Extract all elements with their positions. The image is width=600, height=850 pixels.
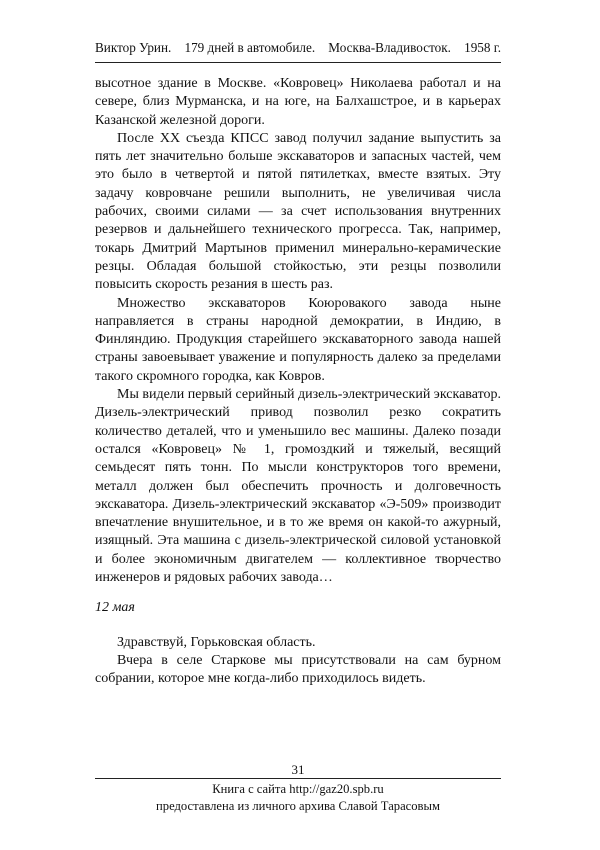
diary-date: 12 мая — [95, 600, 135, 616]
page-body — [95, 75, 501, 689]
paragraph: Множество экскаваторов Коюровакого завода ныне направляется в страны народной демократии, в Индию, в Финляндию. Продукция старейшего экскаваторного завода нашей страны завоевывает уважение и популярность далеко за пределами такого скромного городка, как Ковров. — [95, 295, 501, 384]
header-title: 179 дней в автомобиле. — [184, 40, 316, 55]
paragraph: После XX съезда КПСС завод получил задание выпустить за пять лет значительно больше экскаваторов и запасных частей, чем это было в четвертой и пятой пятилетках, вместе взятых. Эту задачу ковровчане решили выполнить, не увеличивая числа рабочих, своими силами — за счет использования внутренних резервов и дальнейшего технического прогресса. Так, например, токарь Дмитрий Мартынов применил минерально-керамические резцы. Обладая большой стойкостью, эти резцы позволили повысить скорость резания в шесть раз. — [95, 130, 501, 293]
footer-source-line: Книга с сайта http://gaz20.spb.ru — [212, 782, 384, 796]
paragraph: Вчера в селе Старкове мы присутствовали на сам бурном собрании, которое мне когда-либо приходилось видеть. — [95, 652, 501, 687]
page-number: 31 — [291, 762, 305, 777]
header-divider — [95, 62, 501, 63]
paragraph: Здравствуй, Горьковская область. — [117, 634, 316, 650]
footer — [95, 781, 501, 815]
running-header — [95, 40, 501, 56]
footer-divider — [95, 778, 501, 779]
paragraph: высотное здание в Москве. «Ковровец» Николаева работал и на севере, близ Мурманска, и на юге, на Балхашстрое, и в карьерах Казанской железной дороги. — [95, 76, 501, 128]
footer-credit-line: предоставлена из личного архива Славой Тарасовым — [156, 799, 440, 813]
header-route: Москва-Владивосток. — [328, 40, 451, 55]
header-author: Виктор Урин. — [95, 40, 172, 55]
header-year: 1958 г. — [464, 40, 501, 55]
paragraph: Мы видели первый серийный дизель-электрический экскаватор. Дизель-электрический привод позволил резко сократить количество деталей, что и уменьшило вес машины. Далеко позади остался «Ковровец» № 1, громоздкий и тяжелый, весящий семьдесят пять тонн. По мысли конструкторов того времени, металл должен был обеспечить прочность и долговечность экскаватора. Дизель-электрический экскаватор «Э-509» производит впечатление внушительное, и в то же время он какой-то ажурный, изящный. Эта машина с дизель-электрической силовой установкой и более экономичным двигателем — коллективное творчество инженеров и рядовых рабочих завода… — [95, 387, 502, 586]
